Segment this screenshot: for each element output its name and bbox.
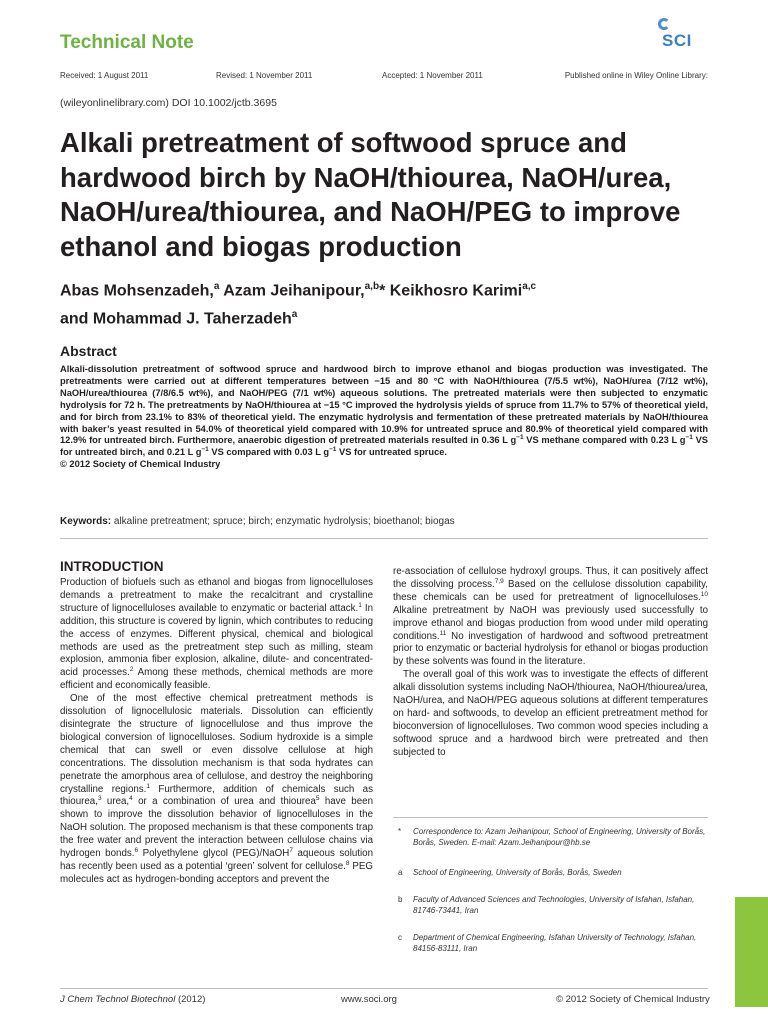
abstract-body — [60, 364, 708, 471]
text-run: or a combination of urea and thiourea — [132, 796, 316, 808]
text-run: Polyethylene glycol (PEG)/NaOH — [138, 848, 290, 860]
text-run: Based on the cellulose dissolution capability, these chemicals can be used for pretreatment of lignocelluloses. — [393, 578, 708, 603]
paragraph: The overall goal of this work was to investigate the effects of different alkali dissolution systems including NaOH/thiourea, NaOH/thiourea/urea, NaOH/urea, and NaOH/PEG aqueous solutions at different temperatures on hard- and softwoods, to develop an efficient pretreatment method for bioconversion of lignocelluloses. Two common wood species including a softwood spruce and a hardwood birch were pretreated and then subjected to — [393, 669, 708, 758]
text-run: Alkaline pretreatment by NaOH was previously used successfully to improve ethanol and biogas production from wood under mild operating conditions. — [393, 604, 708, 642]
text-run: have been shown to improve the dissolution behavior of lignocelluloses in the NaOH solution. The proposed mechanism is that these components trap the free water and prevent the interaction between cellulose chains via hydrogen bonds. — [60, 796, 373, 860]
author-affiliation: a,c — [522, 281, 537, 292]
doi-line: (wileyonlinelibrary.com) DOI 10.1002/jctb.3695 — [60, 97, 277, 109]
abstract-text: VS for untreated birch, and 0.21 L g — [60, 435, 708, 458]
author-affiliation: a — [213, 281, 220, 292]
citation: 11 — [439, 629, 447, 637]
abstract-text: Alkali-dissolution pretreatment of softwood spruce and hardwood birch to improve ethanol and biogas production was investigated. The pretreatments were carried out at different temperatures between −15 and 80 °C with NaOH/thiourea (7/5.5 wt%), NaOH/urea (7/12 wt%), NaOH/urea/thiourea (7/8/6.5 wt%), and NaOH/PEG (7/1 wt%) aqueous solutions. The pretreated materials were then subjected to enzymatic hydrolysis for 72 h. The pretreatments by NaOH/thiourea at −15 °C improved the hydrolysis yields of spruce from 11.7% to 57% of theoretical yield, and for birch from 23.1% to 83% of theoretical yield. The enzymatic hydrolysis and fermentation of these pretreated materials by NaOH/thiourea with baker’s yeast resulted in 54.0% of theoretical yield compared with 10.9% for untreated spruce and 80.9% of theoretical yield compared with 12.9% for untreated birch. Furthermore, anaerobic digestion of pretreated materials resulted in 0.36 L g — [60, 364, 708, 446]
footnote-text: Department of Chemical Engineering, Isfahan University of Technology, Isfahan, 84156-83111, Iran — [413, 933, 697, 953]
author-name: * Keikhosro Karimi — [379, 282, 523, 300]
footnote-text: Faculty of Advanced Sciences and Technologies, University of Isfahan, Isfahan, 81746-73441, Iran — [413, 895, 695, 915]
text-run: re-association of cellulose hydroxyl groups. Thus, it can positively affect the dissolving process. — [393, 566, 708, 590]
introduction-heading: INTRODUCTION — [60, 559, 164, 574]
text-run: urea, — [101, 796, 130, 808]
footer-copyright: © 2012 Society of Chemical Industry — [556, 994, 710, 1005]
footnote-marker: * — [398, 827, 402, 836]
citation: 1 — [146, 782, 151, 790]
footer-journal — [60, 994, 205, 1005]
keywords-line — [60, 516, 708, 527]
accepted-date: Accepted: 1 November 2011 — [382, 71, 483, 80]
footnote-marker: c — [398, 933, 402, 942]
keywords-label: Keywords: — [60, 516, 112, 527]
footer-divider — [60, 988, 708, 989]
journal-name: J Chem Technol Biotechnol — [60, 994, 176, 1005]
text-run: Furthermore, addition of chemicals such as thiourea, — [60, 783, 373, 808]
published-online: Published online in Wiley Online Library: — [564, 71, 708, 80]
superscript: −1 — [516, 434, 524, 442]
citation: 10 — [700, 590, 708, 598]
paragraph — [393, 566, 708, 669]
keywords-text: alkaline pretreatment; spruce; birch; enzymatic hydrolysis; bioethanol; biogas — [111, 516, 455, 527]
text-run: Production of biofuels such as ethanol and biogas from lignocelluloses demands a pretreatment to make the recalcitrant and crystalline structure of lignocelluloses available to enzymatic or bacterial attack. — [60, 577, 373, 614]
superscript: −1 — [201, 446, 209, 454]
citation: 8 — [345, 859, 350, 867]
sci-logo — [652, 16, 708, 56]
superscript: −1 — [685, 434, 693, 442]
text-run: No investigation of hardwood and softwood pretreatment prior to enzymatic or bacterial hydrolysis for ethanol or biogas production by these solvents was found in the literature. — [393, 630, 708, 668]
citation: 6 — [134, 846, 139, 854]
footnote-affiliation — [393, 933, 708, 954]
author-name: Abas Mohsenzadeh, — [60, 282, 214, 300]
copyright-line: © 2012 Society of Chemical Industry — [60, 459, 221, 470]
text-run: aqueous solution has recently been used as a potential ‘green’ solvent for cellulose. — [60, 848, 374, 872]
text-run: PEG molecules act as hydrogen-bonding acceptors and prevent the — [60, 860, 373, 885]
sci-logo-text: SCI — [662, 31, 692, 50]
footnote-affiliation — [393, 868, 708, 879]
superscript: −1 — [329, 446, 337, 454]
paragraph — [60, 693, 373, 887]
citation: 3 — [97, 795, 102, 803]
author-name: and Mohammad J. Taherzadeh — [60, 310, 292, 328]
revised-date: Revised: 1 November 2011 — [216, 71, 313, 80]
author-affiliation: a,b — [364, 281, 380, 292]
citation: 7,9 — [494, 577, 504, 585]
citation: 7 — [289, 846, 293, 854]
footnote-divider — [393, 817, 708, 818]
page-edge-tab — [735, 897, 768, 1007]
abstract-text: VS compared with 0.03 L g — [208, 447, 330, 458]
abstract-heading: Abstract — [60, 343, 117, 359]
author-name: Azam Jeihanipour, — [223, 282, 365, 300]
citation: 2 — [129, 666, 134, 674]
body-column-right — [393, 566, 708, 760]
paragraph — [60, 577, 373, 693]
footnote-marker: a — [398, 868, 403, 877]
section-type-label: Technical Note — [60, 32, 194, 53]
footnote-correspondence — [393, 827, 708, 848]
abstract-text: VS methane compared with 0.23 L g — [523, 435, 686, 446]
journal-year: (2012) — [175, 994, 206, 1005]
citation: 4 — [129, 795, 133, 803]
footnote-marker: b — [398, 895, 403, 904]
abstract-text: VS for untreated spruce. — [336, 447, 447, 458]
author-list — [60, 275, 700, 332]
footer-url-link[interactable]: www.soci.org — [341, 994, 397, 1005]
citation: 5 — [315, 795, 320, 803]
text-run: In addition, this structure is covered by lignin, which contributes to reducing the access of enzymes. Different physical, chemical and biological methods are used as the pretreatment step such as milling, steam explosion, ammonia fiber explosion, alkaline, dilute- and concentrated-acid processes. — [60, 602, 373, 679]
text-run: One of the most effective chemical pretreatment methods is dissolution of lignocellulosic materials. Dissolution can efficiently disintegrate the structure of lignocellulose and thus improve the biological conversion of lignocelluloses. Sodium hydroxide is a simple chemical that can swell or even dissolve cellulose at high concentrations. The dissolution mechanism is that soda hydrates can penetrate the amorphous area of cellulose, and destroy the neighboring crystalline regions. — [60, 693, 373, 795]
footnote-affiliation — [393, 895, 708, 916]
body-column-left — [60, 577, 373, 887]
footnote-text: School of Engineering, University of Borås, Borås, Sweden — [413, 868, 622, 877]
sci-logo-ring-icon — [658, 18, 670, 30]
article-title: Alkali pretreatment of softwood spruce and hardwood birch by NaOH/thiourea, NaOH/urea, NaOH/urea/thiourea, and NaOH/PEG to improve ethanol and biogas production — [60, 127, 681, 262]
citation: 1 — [358, 601, 362, 609]
text-run: Among these methods, chemical methods are more efficient and economically feasible. — [60, 667, 373, 692]
received-date: Received: 1 August 2011 — [60, 71, 149, 80]
divider — [60, 538, 708, 539]
author-affiliation: a — [291, 309, 298, 321]
footnote-text: Correspondence to: Azam Jeihanipour, School of Engineering, University of Borås, Borås, Sweden. E-mail: Azam.Jeihanipour@hb.se — [413, 827, 706, 847]
